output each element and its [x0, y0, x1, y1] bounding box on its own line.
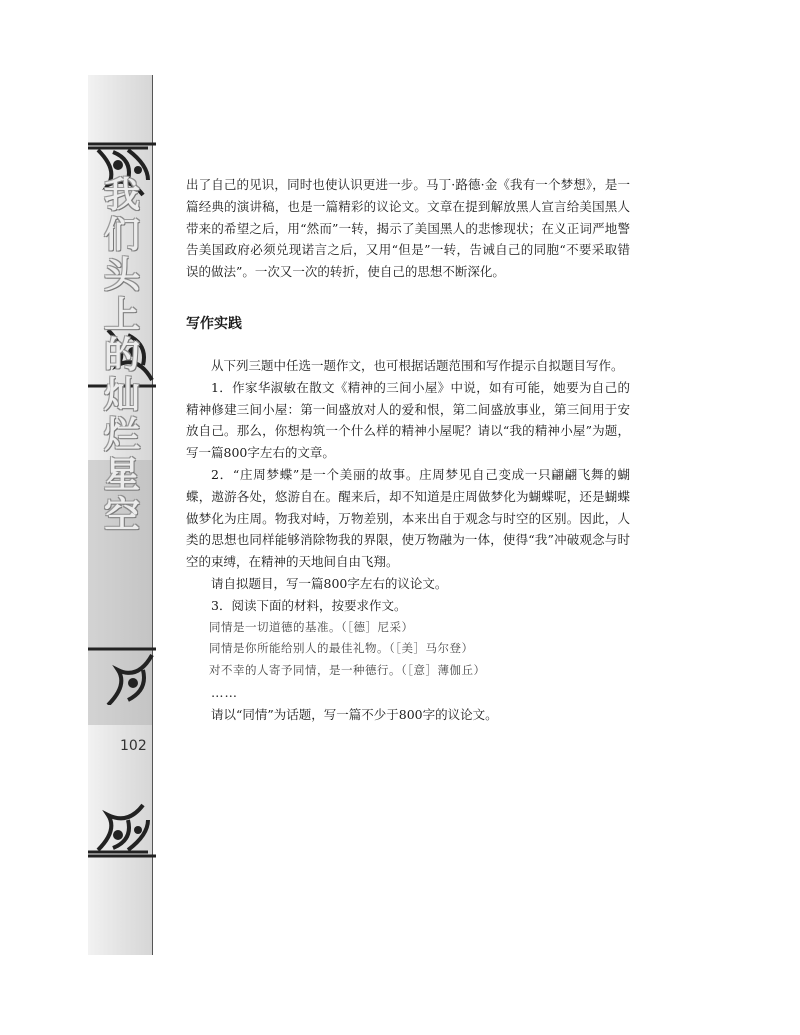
prompt-item-3-task: 请以“同情”为话题，写一篇不少于800字的议论文。: [211, 706, 498, 722]
title-char: 的: [103, 334, 140, 376]
prompt-item-2-task: 请自拟题目，写一篇800字左右的议论文。: [211, 575, 448, 591]
prompt-item-2: 2．“庄周梦蝶”是一个美丽的故事。庄周梦见自己变成一只翩翩飞舞的蝴蝶，遨游各处，悠游自在。醒来后，却不知道是庄周做梦化为蝴蝶呢，还是蝴蝶做梦化为庄周。物我对峙，万物差别，本来出自于观念与时空的区别。因此，人类的思想也同样能够消除物我的界限，使万物融为一体，使得“我”冲破观念与时空的束缚，在精神的天地间自由飞翔。: [186, 466, 630, 570]
corner-ornament-bottom: [88, 800, 156, 860]
title-char: 空: [103, 494, 140, 536]
corner-ornament-mid-lower: [88, 645, 156, 705]
quote-line: 同情是一切道德的基准。（［德］尼采）: [209, 619, 414, 634]
quote-line: 对不幸的人寄予同情，是一种德行。（［意］薄伽丘）: [209, 663, 486, 678]
page-body: [186, 174, 630, 726]
title-char: 星: [103, 454, 140, 496]
prompt-item-1: 1．作家华淑敏在散文《精神的三间小屋》中说，如有可能，她要为自己的精神修建三间小屋：第一间盛放对人的爱和恨，第二间盛放事业，第三间用于安放自己。那么，你想构筑一个什么样的精神小屋呢？请以“我的精神小屋”为题，写一篇800字左右的文章。: [186, 379, 630, 461]
quote-line: 同情是你所能给别人的最佳礼物。（［美］马尔登）: [209, 641, 474, 656]
section-heading: 写作实践: [186, 315, 242, 332]
prompt-item-3: 3．阅读下面的材料，按要求作文。: [211, 597, 407, 613]
ellipsis: ……: [211, 684, 238, 700]
title-char: 烂: [103, 414, 140, 456]
page-number: 102: [120, 738, 147, 754]
vertical-book-title: [96, 175, 148, 535]
instruction-paragraph: 从下列三题中任选一题作文，也可根据话题范围和写作提示自拟题目写作。: [211, 357, 624, 373]
title-char: 头: [103, 254, 140, 296]
title-char: 们: [103, 214, 140, 256]
intro-paragraph: 出了自己的见识，同时也使认识更进一步。马丁·路德·金《我有一个梦想》，是一篇经典的演讲稿，也是一篇精彩的议论文。文章在提到解放黑人宣言给美国黑人带来的希望之后，用“然而”一转，揭示了美国黑人的悲惨现状；在义正词严地警告美国政府必须兑现诺言之后，又用“但是”一转，告诫自己的同胞“不要采取错误的做法”。一次又一次的转折，使自己的思想不断深化。: [186, 177, 630, 280]
title-char: 上: [103, 294, 140, 336]
title-char: 灿: [103, 374, 140, 416]
title-char: 我: [103, 174, 140, 216]
